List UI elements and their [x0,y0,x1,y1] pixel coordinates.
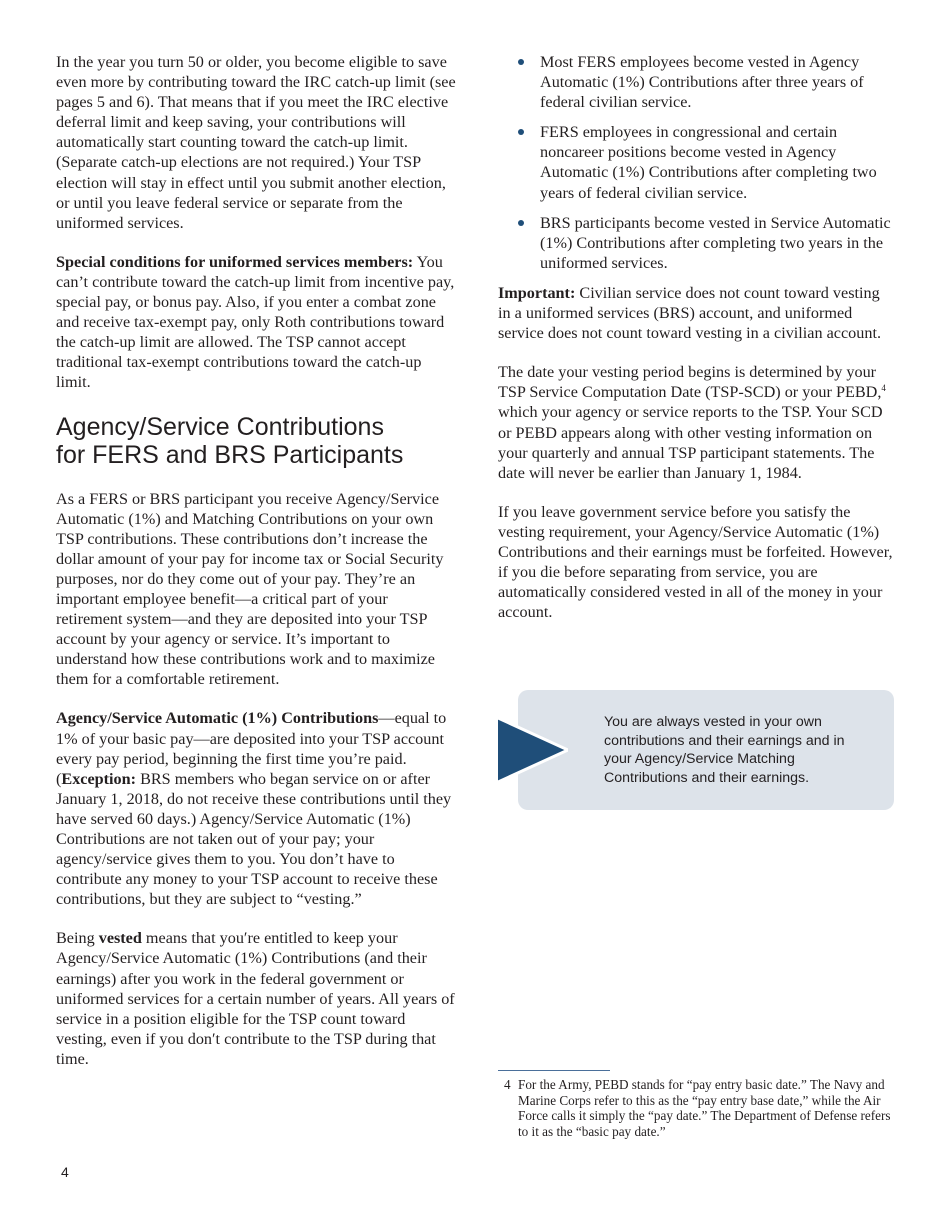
list-item [498,52,896,112]
vested-pre: Being [56,929,99,948]
bullet-text: BRS participants become vested in Service Automatic (1%) Contributions after completing two years in the uniformed services. [540,213,891,272]
footnote-reference: 4 [881,383,886,394]
automatic-contributions-text-2: BRS members who began service on or after January 1, 2018, do not receive these contributions until they have served 60 days.) Agency/Service Automatic (1%) Contributions are not taken out of your pay; your agency/service gives them to you. You don’t have to contribute any money to your TSP account to receive these contributions, but they are subject to “vesting.” [56,769,452,909]
bullet-icon [518,129,524,135]
bullet-text: Most FERS employees become vested in Agency Automatic (1%) Contributions after three years of federal civilian service. [540,53,864,112]
footnote-text: For the Army, PEBD stands for “pay entry basic date.” The Navy and Marine Corps refer to this as the “pay entry base date,” while the Air Force calls it simply the “pay date.” The Department of Defense refers to it as the “basic pay date.” [518,1077,891,1139]
automatic-contributions-text-1: —equal to 1% of your basic pay—are deposited into your TSP account every pay period, beginning the first time you’re paid. ( [56,709,447,788]
contributions-intro-paragraph: As a FERS or BRS participant you receive Agency/Service Automatic (1%) and Matching Contributions on your own TSP contributions. These contributions don’t increase the dollar amount of your pay for income tax or Social Security purposes, nor do they come out of your pay. They’re an important employee benefit—a critical part of your retirement system—and they are deposited into your TSP account by your agency or service. It’s important to understand how these contributions work and to maximize them for a comfortable retirement. [56,489,444,689]
catch-up-paragraph: In the year you turn 50 or older, you become eligible to save even more by contributing toward the IRC catch-up limit (see pages 5 and 6). That means that if you meet the IRC elective deferral limit and keep saving, your contributions will automatically start counting toward the catch-up limit. (Separate catch-up elections are not required.) Your TSP election will stay in effect until you submit another election, or until you leave federal service or separate from the uniformed services. [56,53,456,232]
footnote [498,1077,898,1139]
special-conditions-text: You can’t contribute toward the catch-up limit from incentive pay, special pay, or bonus pay. Also, if you enter a combat zone and receive tax-exempt pay, only Roth contributions toward the catch-up limit are allowed. The TSP cannot accept traditional tax-exempt contributions toward the catch-up limit. [56,252,455,392]
important-text: Civilian service does not count toward vesting in a uniformed services (BRS) account, and uniformed service does not count toward vesting in a civilian account. [498,283,881,343]
vesting-bullet-list [498,52,896,273]
footnote-divider [498,1070,610,1071]
list-item [498,122,896,202]
list-item [498,213,896,273]
important-label: Important: [498,283,576,302]
bullet-icon [518,59,524,65]
bullet-text: FERS employees in congressional and certain noncareer positions become vested in Agency Automatic (1%) Contributions after completing two years of federal civilian service. [540,123,877,202]
left-column [56,52,456,1088]
callout-arrow-icon [498,718,568,782]
vesting-date-text-2: which your agency or service reports to the TSP. Your SCD or PEBD appears along with other vesting information on your quarterly and annual TSP participant statements. The date will never be earlier than January 1, 1984. [498,403,883,482]
automatic-contributions-label: Agency/Service Automatic (1%) Contributions [56,709,379,728]
heading-line-1: Agency/Service Contributions [56,412,384,441]
special-conditions-paragraph [56,252,456,393]
page-number: 4 [61,1164,69,1180]
callout-text: You are always vested in your own contributions and their earnings and in your Agency/Service Matching Contributions and their earnings. [604,714,845,786]
bullet-icon [518,220,524,226]
section-heading [56,413,456,469]
important-paragraph [498,283,896,343]
vesting-date-text-1: The date your vesting period begins is determined by your TSP Service Computation Date (TSP-SCD) or your PEBD, [498,363,882,402]
exception-label: Exception: [61,769,137,788]
automatic-contributions-paragraph [56,708,456,909]
vesting-callout [498,690,896,810]
vested-word: vested [98,929,142,948]
special-conditions-label: Special conditions for uniformed services members: [56,252,414,271]
footnote-number: 4 [504,1077,511,1092]
forfeiture-paragraph: If you leave government service before you satisfy the vesting requirement, your Agency/Service Automatic (1%) Contributions and their earnings must be forfeited. However, if you die before separating from service, you are automatically considered vested in all of the money in your account. [498,502,893,622]
right-column [498,52,896,641]
vested-post: means that you′re entitled to keep your Agency/Service Automatic (1%) Contributions (and their earnings) after you work in the federal government or uniformed services for a certain number of years. All years of service in a position eligible for the TSP count toward vesting, even if you don′t contribute to the TSP during that time. [56,929,455,1068]
vesting-date-paragraph [498,362,896,483]
heading-line-2: for FERS and BRS Participants [56,440,404,469]
vested-paragraph [56,928,456,1069]
